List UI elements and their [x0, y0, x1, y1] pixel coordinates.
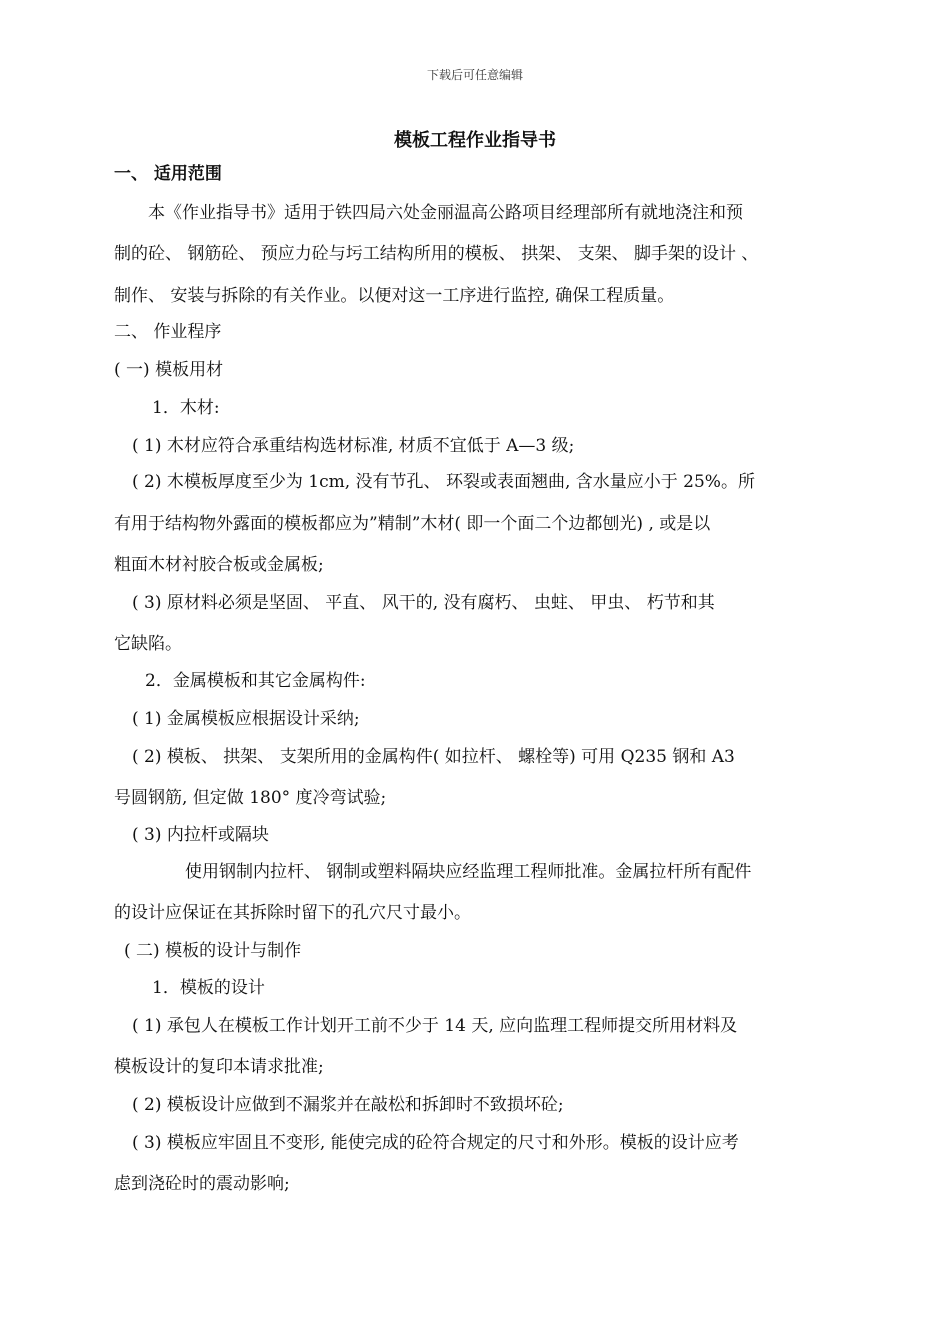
- page-header-note: 下载后可任意编辑: [426, 68, 523, 82]
- section-heading-procedure: 二、 作业程序: [114, 322, 222, 342]
- list-item: ( 3) 模板应牢固且不变形, 能使完成的砼符合规定的尺寸和外形。模板的设计应考: [132, 1133, 739, 1153]
- list-item-continuation: 模板设计的复印本请求批准;: [114, 1057, 324, 1077]
- paragraph-line: 使用钢制内拉杆、 钢制或塑料隔块应经监理工程师批准。金属拉杆所有配件: [185, 862, 752, 882]
- paragraph-line: 制作、 安装与拆除的有关作业。以便对这一工序进行监控, 确保工程质量。: [114, 286, 675, 306]
- subsection-heading: ( 一) 模板用材: [114, 360, 224, 380]
- list-item: ( 1) 承包人在模板工作计划开工前不少于 14 天, 应向监理工程师提交所用材料及: [132, 1016, 738, 1036]
- list-item: ( 2) 模板设计应做到不漏浆并在敲松和拆卸时不致损坏砼;: [132, 1095, 564, 1115]
- list-item: ( 3) 内拉杆或隔块: [132, 825, 269, 845]
- subsection-heading: ( 二) 模板的设计与制作: [124, 941, 302, 961]
- list-item: ( 2) 模板、 拱架、 支架所用的金属构件( 如拉杆、 螺栓等) 可用 Q235 钢和 A3: [132, 747, 735, 767]
- paragraph-line: 制的砼、 钢筋砼、 预应力砼与圬工结构所用的模板、 拱架、 支架、 脚手架的设计 、: [114, 244, 759, 264]
- paragraph-line: 本《作业指导书》适用于铁四局六处金丽温高公路项目经理部所有就地浇注和预: [148, 203, 743, 223]
- list-item-continuation: 粗面木材衬胶合板或金属板;: [114, 555, 324, 575]
- list-item: ( 1) 木材应符合承重结构选材标准, 材质不宜低于 A—3 级;: [132, 436, 575, 456]
- list-item-continuation: 它缺陷。: [114, 634, 182, 654]
- item-heading: 1．木材:: [152, 398, 220, 418]
- paragraph-line: 的设计应保证在其拆除时留下的孔穴尺寸最小。: [114, 903, 471, 923]
- document-title: 模板工程作业指导书: [394, 130, 556, 151]
- list-item: ( 2) 木模板厚度至少为 1cm, 没有节孔、 环裂或表面翘曲, 含水量应小于 25%。所: [132, 472, 755, 492]
- item-heading: 1．模板的设计: [152, 978, 265, 998]
- section-heading-scope: 一、 适用范围: [114, 164, 222, 184]
- list-item: ( 1) 金属模板应根据设计采纳;: [132, 709, 360, 729]
- item-heading: 2．金属模板和其它金属构件:: [145, 671, 366, 691]
- list-item-continuation: 有用于结构物外露面的模板都应为”精制”木材( 即一个面二个边都刨光) , 或是以: [114, 514, 711, 534]
- list-item-continuation: 虑到浇砼时的震动影响;: [114, 1174, 290, 1194]
- list-item-continuation: 号圆钢筋, 但定做 180° 度冷弯试验;: [114, 788, 387, 808]
- list-item: ( 3) 原材料必须是坚固、 平直、 风干的, 没有腐朽、 虫蛀、 甲虫、 朽节和其: [132, 593, 715, 613]
